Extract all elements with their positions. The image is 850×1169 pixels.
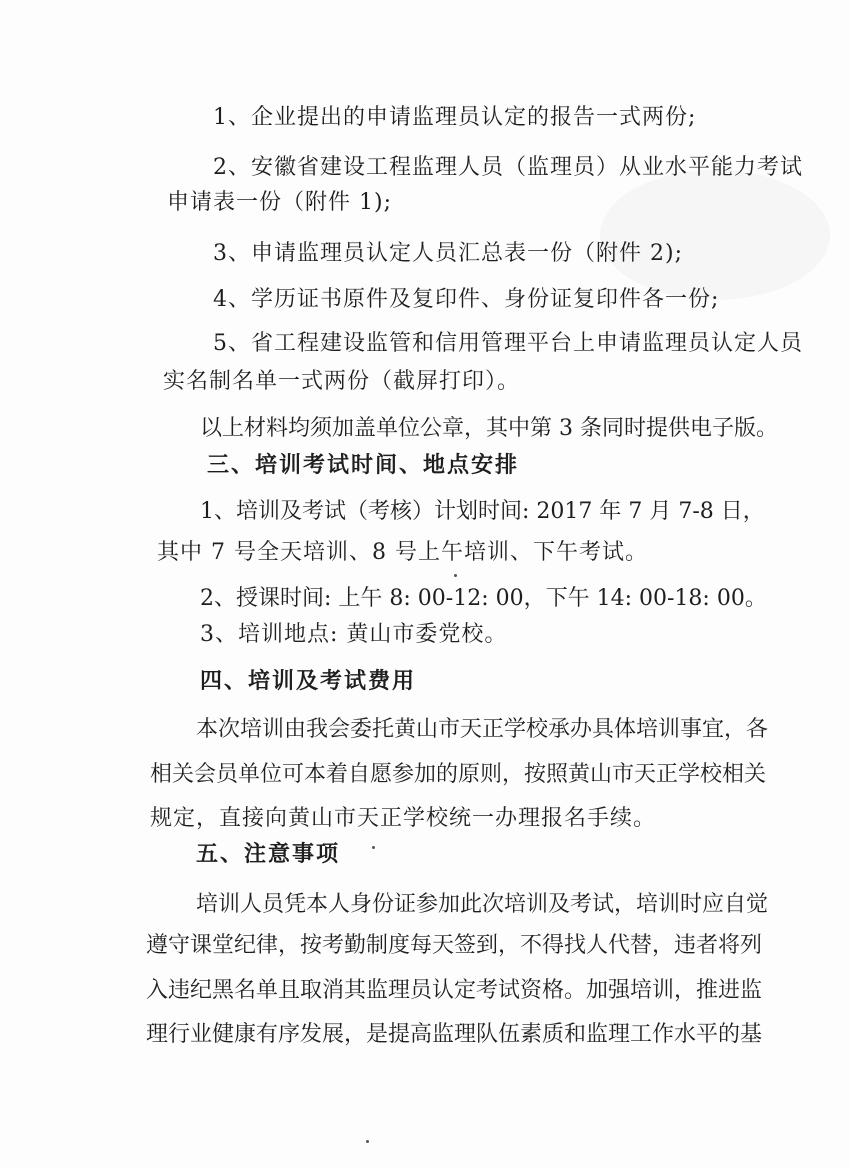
scan-speck: [454, 574, 457, 577]
fee-paragraph-line-3: 规定，直接向黄山市天正学校统一办理报名手续。: [150, 806, 657, 831]
scan-smudge: [600, 170, 830, 300]
notice-paragraph-line-4: 理行业健康有序发展，是提高监理队伍素质和监理工作水平的基: [146, 1022, 763, 1047]
schedule-item-2: 2、授课时间: 上午 8: 00-12: 00，下午 14: 00-18: 00。: [200, 586, 767, 611]
list-item-5: 5、省工程建设监管和信用管理平台上申请监理员认定人员: [213, 331, 803, 356]
list-item-2: 2、安徽省建设工程监理人员（监理员）从业水平能力考试: [213, 155, 803, 180]
schedule-item-1: 1、培训及考试（考核）计划时间: 2017 年 7 月 7-8 日，: [200, 499, 765, 524]
scan-speck: [372, 846, 375, 849]
fee-paragraph-line-2: 相关会员单位可本着自愿参加的原则，按照黄山市天正学校相关: [150, 762, 767, 787]
notice-paragraph-line-3: 入违纪黑名单且取消其监理员认定考试资格。加强培训，推进监: [146, 978, 763, 1003]
schedule-item-3: 3、培训地点: 黄山市委党校。: [200, 622, 508, 647]
section-heading-4: 四、培训及考试费用: [200, 668, 417, 694]
list-item-4: 4、学历证书原件及复印件、身份证复印件各一份;: [213, 287, 720, 312]
section-heading-3: 三、培训考试时间、地点安排: [207, 452, 520, 478]
list-item-3: 3、申请监理员认定人员汇总表一份（附件 2);: [213, 241, 683, 266]
scan-speck: [366, 1140, 369, 1143]
notice-paragraph-line-1: 培训人员凭本人身份证参加此次培训及考试，培训时应自觉: [196, 892, 769, 917]
list-item-2-continued: 申请表一份（附件 1);: [167, 190, 392, 215]
list-item-5-continued: 实名制名单一式两份（截屏打印）。: [163, 369, 521, 394]
notice-paragraph-line-2: 遵守课堂纪律，按考勤制度每天签到，不得找人代替，违者将列: [146, 933, 763, 958]
list-item-1: 1、企业提出的申请监理员认定的报告一式两份;: [213, 105, 697, 130]
section-heading-5: 五、注意事项: [196, 841, 341, 867]
schedule-item-1-continued: 其中 7 号全天培训、8 号上午培训、下午考试。: [157, 540, 648, 565]
materials-note: 以上材料均须加盖单位公章，其中第 3 条同时提供电子版。: [200, 416, 778, 441]
fee-paragraph-line-1: 本次培训由我会委托黄山市天正学校承办具体培训事宜，各: [196, 717, 769, 742]
